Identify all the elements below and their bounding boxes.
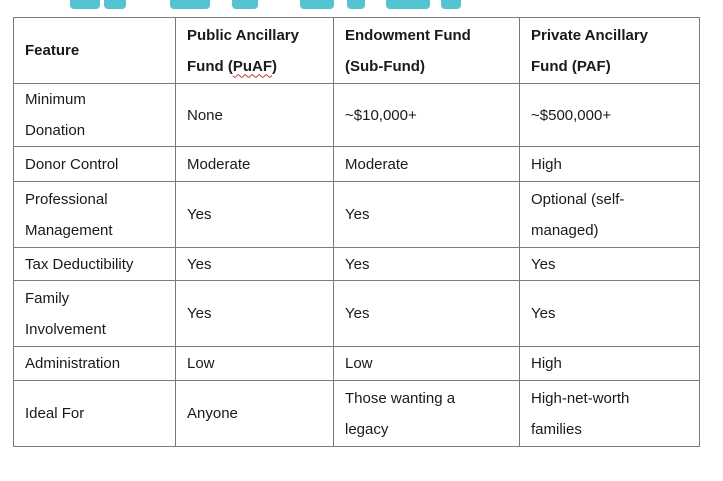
cell-text: Management xyxy=(25,221,113,239)
header-text: Fund ( xyxy=(187,57,233,75)
header-cell-paf xyxy=(520,18,700,84)
paf-cell xyxy=(520,182,700,248)
cell-text: Administration xyxy=(25,355,121,372)
cell-text: High xyxy=(531,155,562,173)
puaf-cell xyxy=(176,248,334,281)
endowment-cell xyxy=(334,281,520,347)
paf-cell xyxy=(520,347,700,381)
feature-cell xyxy=(14,347,176,381)
table-row xyxy=(14,281,700,347)
cell-text: Family xyxy=(25,289,70,307)
puaf-cell xyxy=(176,281,334,347)
cropped-heading-strip xyxy=(0,0,723,9)
table-row xyxy=(14,248,700,281)
cell-text: Those wanting a xyxy=(345,389,456,407)
cell-text: Low xyxy=(345,355,373,372)
cell-text: ~$10,000+ xyxy=(345,106,417,124)
endowment-cell xyxy=(334,347,520,381)
table-row xyxy=(14,182,700,248)
puaf-cell xyxy=(176,147,334,182)
cell-text: Donor Control xyxy=(25,155,119,173)
misspelled-word[interactable]: PuAF xyxy=(232,57,272,75)
paf-cell xyxy=(520,381,700,447)
endowment-cell xyxy=(334,182,520,248)
header-text: Private Ancillary xyxy=(531,26,649,44)
feature-cell xyxy=(14,248,176,281)
cell-text: Involvement xyxy=(25,320,106,338)
table-row xyxy=(14,381,700,447)
header-text: Public Ancillary xyxy=(187,26,299,44)
cell-text: Yes xyxy=(345,305,370,322)
cell-text: Yes xyxy=(187,206,212,223)
cell-text: Tax Deductibility xyxy=(25,255,134,273)
header-cell-endowment xyxy=(334,18,520,84)
cell-text: None xyxy=(187,106,223,124)
header-text: Fund (PAF) xyxy=(531,57,611,75)
header-cell-feature xyxy=(14,18,176,84)
header-cell-puaf xyxy=(176,18,334,84)
cell-text: Donation xyxy=(25,122,86,139)
cell-text: Yes xyxy=(345,206,370,223)
cell-text: Yes xyxy=(345,255,370,273)
header-text: (Sub-Fund) xyxy=(345,57,425,75)
endowment-cell xyxy=(334,381,520,447)
feature-cell xyxy=(14,381,176,447)
header-text: Feature xyxy=(25,42,80,59)
cell-text: Ideal For xyxy=(25,405,85,422)
cell-text: Moderate xyxy=(345,155,409,173)
feature-cell xyxy=(14,281,176,347)
table-row xyxy=(14,147,700,182)
endowment-cell xyxy=(334,147,520,182)
puaf-cell xyxy=(176,381,334,447)
puaf-cell xyxy=(176,347,334,381)
cell-text: managed) xyxy=(531,221,599,239)
cell-text: Yes xyxy=(531,255,556,273)
paf-cell xyxy=(520,84,700,147)
cell-text: Moderate xyxy=(187,155,251,173)
header-text: ) xyxy=(272,57,277,75)
cell-text: Yes xyxy=(187,255,212,273)
table-row xyxy=(14,347,700,381)
cell-text: Low xyxy=(187,355,215,372)
feature-cell xyxy=(14,84,176,147)
header-text: Endowment Fund xyxy=(345,26,471,44)
puaf-cell xyxy=(176,182,334,248)
table-header-row xyxy=(14,18,700,84)
cell-text: Anyone xyxy=(187,405,238,422)
paf-cell xyxy=(520,147,700,182)
cell-text: families xyxy=(531,420,582,438)
cell-text: Optional (self- xyxy=(531,190,625,208)
cell-text: Yes xyxy=(531,305,556,322)
cell-text: High-net-worth xyxy=(531,389,630,407)
cell-text: Professional xyxy=(25,190,108,208)
endowment-cell xyxy=(334,84,520,147)
cell-text: Yes xyxy=(187,305,212,322)
feature-cell xyxy=(14,182,176,248)
fund-comparison-table xyxy=(13,17,700,447)
cell-text: ~$500,000+ xyxy=(531,106,612,124)
cell-text: legacy xyxy=(345,420,389,438)
puaf-cell xyxy=(176,84,334,147)
paf-cell xyxy=(520,281,700,347)
endowment-cell xyxy=(334,248,520,281)
cell-text: High xyxy=(531,355,562,372)
cell-text: Minimum xyxy=(25,91,86,108)
paf-cell xyxy=(520,248,700,281)
table-row xyxy=(14,84,700,147)
feature-cell xyxy=(14,147,176,182)
